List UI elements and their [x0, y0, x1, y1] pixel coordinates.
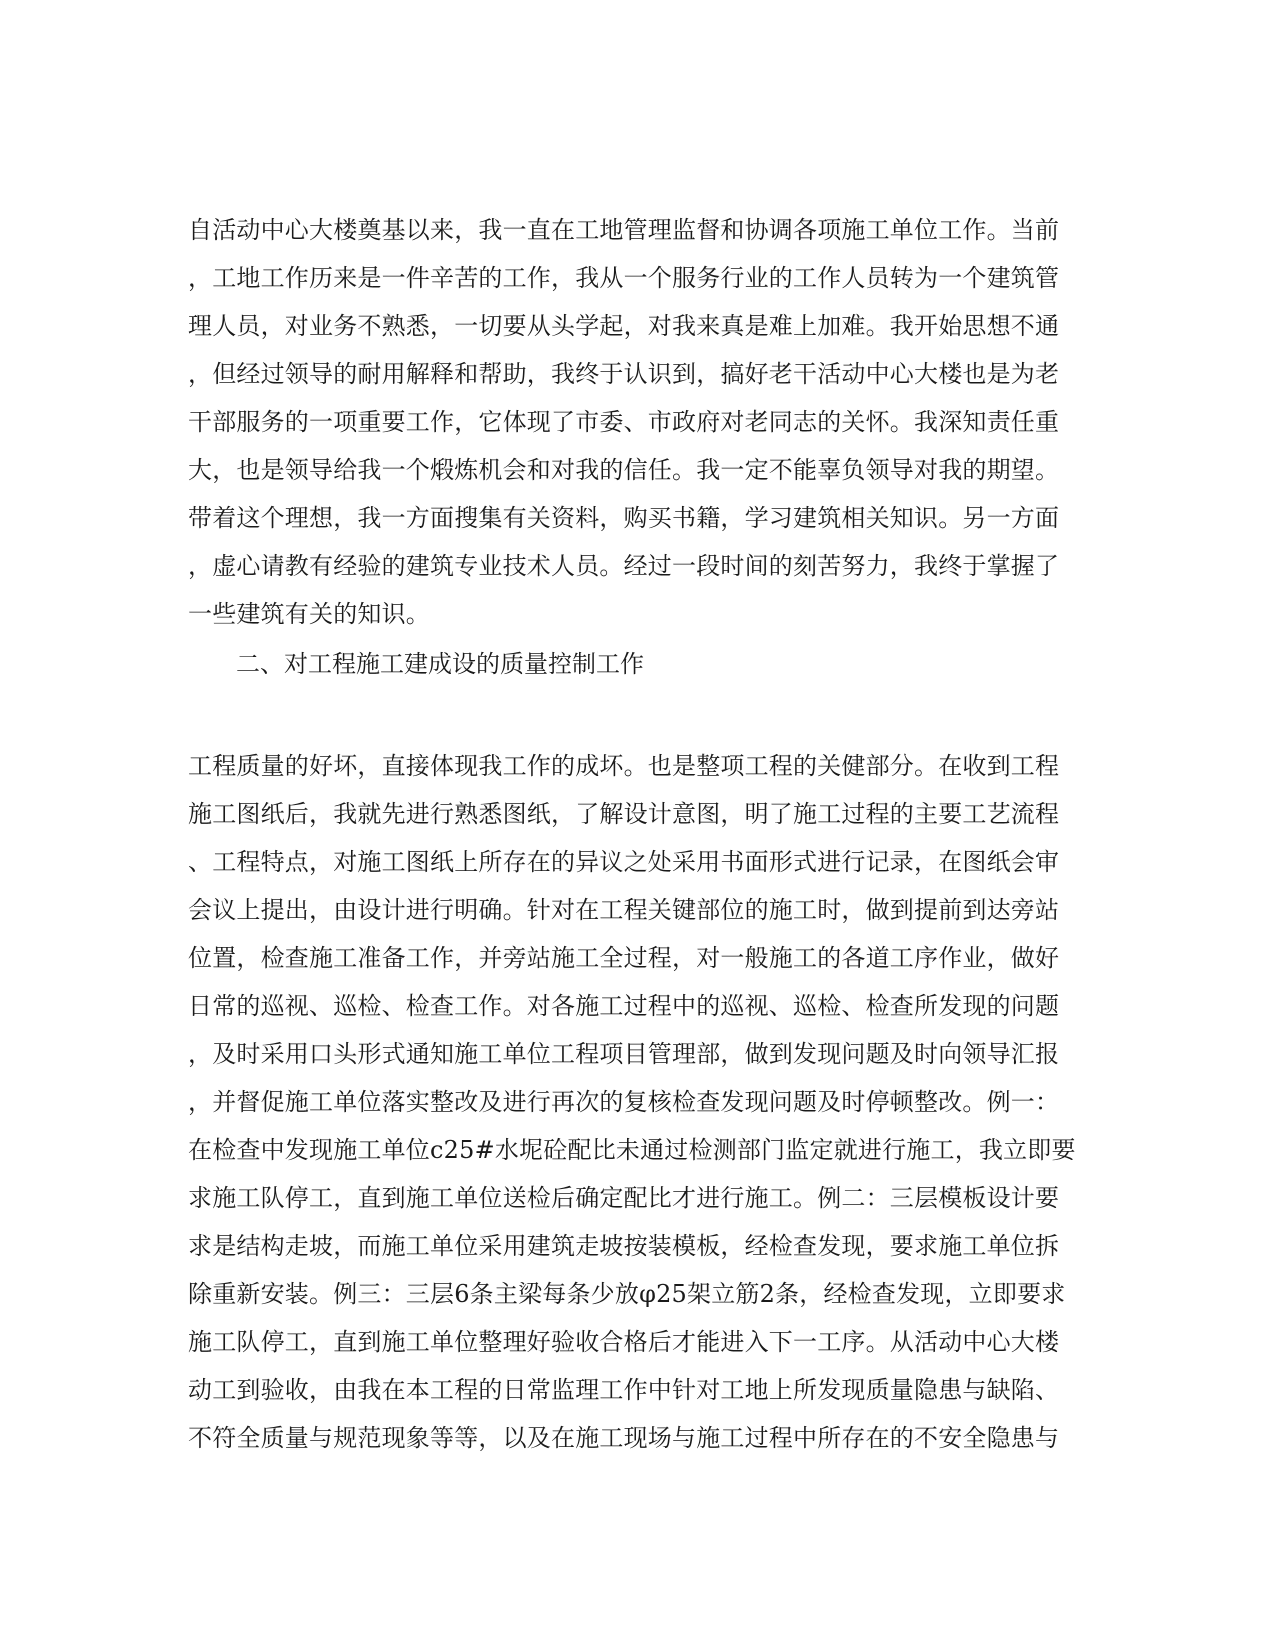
paragraph-line: ，及时采用口头形式通知施工单位工程项目管理部，做到发现问题及时向领导汇报 — [188, 1040, 1060, 1068]
paragraph-line: 施工图纸后，我就先进行熟悉图纸，了解设计意图，明了施工过程的主要工艺流程 — [188, 800, 1060, 828]
paragraph-line: 工程质量的好坏，直接体现我工作的成坏。也是整项工程的关健部分。在收到工程 — [188, 752, 1060, 780]
paragraph-line: ，并督促施工单位落实整改及进行再次的复核检查发现问题及时停顿整改。例一： — [188, 1088, 1060, 1116]
paragraph-line: 干部服务的一项重要工作，它体现了市委、市政府对老同志的关怀。我深知责任重 — [188, 408, 1060, 436]
paragraph-line: 位置，检查施工准备工作，并旁站施工全过程，对一般施工的各道工序作业，做好 — [188, 944, 1060, 972]
paragraph-line: 在检查中发现施工单位c25#水坭砼配比未通过检测部门监定就进行施工，我立即要 — [188, 1136, 1076, 1164]
paragraph-line: ，工地工作历来是一件辛苦的工作，我从一个服务行业的工作人员转为一个建筑管 — [188, 264, 1060, 292]
paragraph-line: 求施工队停工，直到施工单位送检后确定配比才进行施工。例二：三层模板设计要 — [188, 1184, 1060, 1212]
paragraph-2 — [188, 742, 1088, 1462]
paragraph-line: 会议上提出，由设计进行明确。针对在工程关键部位的施工时，做到提前到达旁站 — [188, 896, 1060, 924]
paragraph-line: 、工程特点，对施工图纸上所存在的异议之处采用书面形式进行记录，在图纸会审 — [188, 848, 1060, 876]
paragraph-line: ，虚心请教有经验的建筑专业技术人员。经过一段时间的刻苦努力，我终于掌握了 — [188, 552, 1060, 580]
paragraph-line: 理人员，对业务不熟悉，一切要从头学起，对我来真是难上加难。我开始思想不通 — [188, 312, 1060, 340]
paragraph-line: 施工队停工，直到施工单位整理好验收合格后才能进入下一工序。从活动中心大楼 — [188, 1328, 1060, 1356]
paragraph-line: 带着这个理想，我一方面搜集有关资料，购买书籍，学习建筑相关知识。另一方面 — [188, 504, 1060, 532]
paragraph-line: ，但经过领导的耐用解释和帮助，我终于认识到，搞好老干活动中心大楼也是为老 — [188, 360, 1060, 388]
section-heading: 二、对工程施工建成设的质量控制工作 — [236, 650, 644, 678]
paragraph-line: 日常的巡视、巡检、检查工作。对各施工过程中的巡视、巡检、检查所发现的问题 — [188, 992, 1060, 1020]
paragraph-line: 求是结构走坡，而施工单位采用建筑走坡按装模板，经检查发现，要求施工单位拆 — [188, 1232, 1060, 1260]
paragraph-line: 一些建筑有关的知识。 — [188, 600, 430, 628]
paragraph-1 — [188, 206, 1088, 638]
paragraph-line: 大，也是领导给我一个煅炼机会和对我的信任。我一定不能辜负领导对我的期望。 — [188, 456, 1060, 484]
paragraph-line: 动工到验收，由我在本工程的日常监理工作中针对工地上所发现质量隐患与缺陷、 — [188, 1376, 1060, 1404]
paragraph-line: 自活动中心大楼奠基以来，我一直在工地管理监督和协调各项施工单位工作。当前 — [188, 216, 1060, 244]
paragraph-line: 不符全质量与规范现象等等，以及在施工现场与施工过程中所存在的不安全隐患与 — [188, 1424, 1060, 1452]
paragraph-line: 除重新安装。例三：三层6条主梁每条少放φ25架立筋2条，经检查发现，立即要求 — [188, 1280, 1066, 1308]
